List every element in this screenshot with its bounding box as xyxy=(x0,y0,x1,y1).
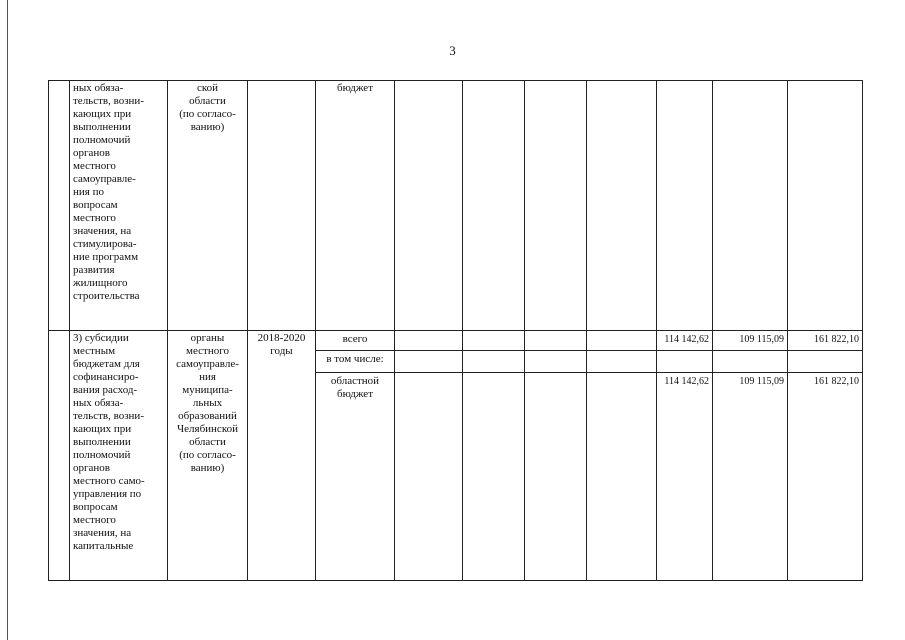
cell-period xyxy=(248,81,316,331)
text-line: выполнении xyxy=(73,436,131,448)
cell-empty-split xyxy=(525,331,587,581)
text-line: (по согласо- xyxy=(179,108,236,120)
text-line: ванию) xyxy=(190,121,225,133)
value-2018-including xyxy=(657,350,712,372)
cell-value-2020-split xyxy=(788,331,863,581)
cell-value-2018 xyxy=(657,81,713,331)
cell-index xyxy=(49,331,70,581)
text-line: вопросам xyxy=(73,199,118,211)
text-line: органы xyxy=(190,332,225,344)
cell-value-2020 xyxy=(788,81,863,331)
cell-value-2018-split xyxy=(657,331,713,581)
text-line: полномочий xyxy=(73,134,131,146)
source-total: всего xyxy=(342,333,368,345)
text-line: софинансиро- xyxy=(73,371,139,383)
cell-index xyxy=(49,81,70,331)
text-line: самоуправле- xyxy=(176,358,239,370)
text-line: 3) субсидии xyxy=(73,332,129,344)
text-line: кающих при xyxy=(73,108,132,120)
text-line: ской xyxy=(196,82,219,94)
text-line: значения, на xyxy=(73,527,132,539)
text-line: местным xyxy=(73,345,116,357)
text-line: ние программ xyxy=(73,251,139,263)
cell-value-2019 xyxy=(713,81,788,331)
text-line: ния по xyxy=(73,186,104,198)
text-line: ных обяза- xyxy=(73,397,124,409)
budget-table xyxy=(48,80,863,581)
value-2020-including xyxy=(788,350,862,372)
text-line: ния xyxy=(199,371,216,383)
cell-empty-split xyxy=(395,331,463,581)
text-line: годы xyxy=(270,345,293,357)
text-line: жилищного xyxy=(73,277,128,289)
text-line: полномочий xyxy=(73,449,131,461)
text-line: Челябинской xyxy=(176,423,238,435)
cell-source-split xyxy=(316,331,395,581)
cell-empty-split xyxy=(587,331,657,581)
value-2020-regional: 161 822,10 xyxy=(788,372,862,567)
value-2019-regional: 109 115,09 xyxy=(713,372,787,567)
text-line: (по согласо- xyxy=(179,449,236,461)
cell-empty xyxy=(525,81,587,331)
text-line: самоуправле- xyxy=(73,173,136,185)
text-line: ных обяза- xyxy=(73,82,124,94)
cell-source: бюджет xyxy=(316,81,395,331)
table-row xyxy=(49,81,863,331)
cell-description xyxy=(70,331,168,581)
text-line: капитальные xyxy=(73,540,134,552)
cell-empty xyxy=(587,81,657,331)
text-line: области xyxy=(189,95,226,107)
text-line: выполнении xyxy=(73,121,131,133)
text-line: местного xyxy=(73,160,116,172)
cell-empty xyxy=(395,81,463,331)
value-2020-total: 161 822,10 xyxy=(814,334,859,345)
page-number: 3 xyxy=(449,43,456,58)
text-line: строительства xyxy=(73,290,140,302)
cell-executor xyxy=(168,81,248,331)
value-2019-including xyxy=(713,350,787,372)
text-line: кающих при xyxy=(73,423,132,435)
text-line: тельств, возни- xyxy=(73,95,144,107)
cell-empty xyxy=(463,81,525,331)
text-line: 2018-2020 xyxy=(257,332,306,344)
table-row xyxy=(49,331,863,581)
text-line: льных xyxy=(192,397,223,409)
text-line: развития xyxy=(73,264,115,276)
text-line: местного xyxy=(186,345,229,357)
source-including: в том числе: xyxy=(316,350,394,372)
text-line: вопросам xyxy=(73,501,118,513)
text-line: бюджетам для xyxy=(73,358,140,370)
text-line: образований xyxy=(178,410,237,422)
text-line: стимулирова- xyxy=(73,238,137,250)
value-2018-total: 114 142,62 xyxy=(664,334,709,345)
text-line: местного xyxy=(73,212,116,224)
text-line: вания расход- xyxy=(73,384,138,396)
text-line: местного xyxy=(73,514,116,526)
text-line: муниципа- xyxy=(182,384,233,396)
cell-period xyxy=(248,331,316,581)
source-regional-budget: областной бюджет xyxy=(316,372,394,567)
value-2018-regional: 114 142,62 xyxy=(657,372,712,567)
text-line: местного само- xyxy=(73,475,145,487)
text-line: органов xyxy=(73,147,110,159)
value-2019-total: 109 115,09 xyxy=(739,334,784,345)
text-line: ванию) xyxy=(190,462,225,474)
page-left-edge xyxy=(7,0,8,640)
text-line: управления по xyxy=(73,488,142,500)
text-line: органов xyxy=(73,462,110,474)
text-line: области xyxy=(189,436,226,448)
cell-description xyxy=(70,81,168,331)
cell-executor xyxy=(168,331,248,581)
text-line: значения, на xyxy=(73,225,132,237)
text-line: тельств, возни- xyxy=(73,410,144,422)
cell-empty-split xyxy=(463,331,525,581)
cell-value-2019-split xyxy=(713,331,788,581)
